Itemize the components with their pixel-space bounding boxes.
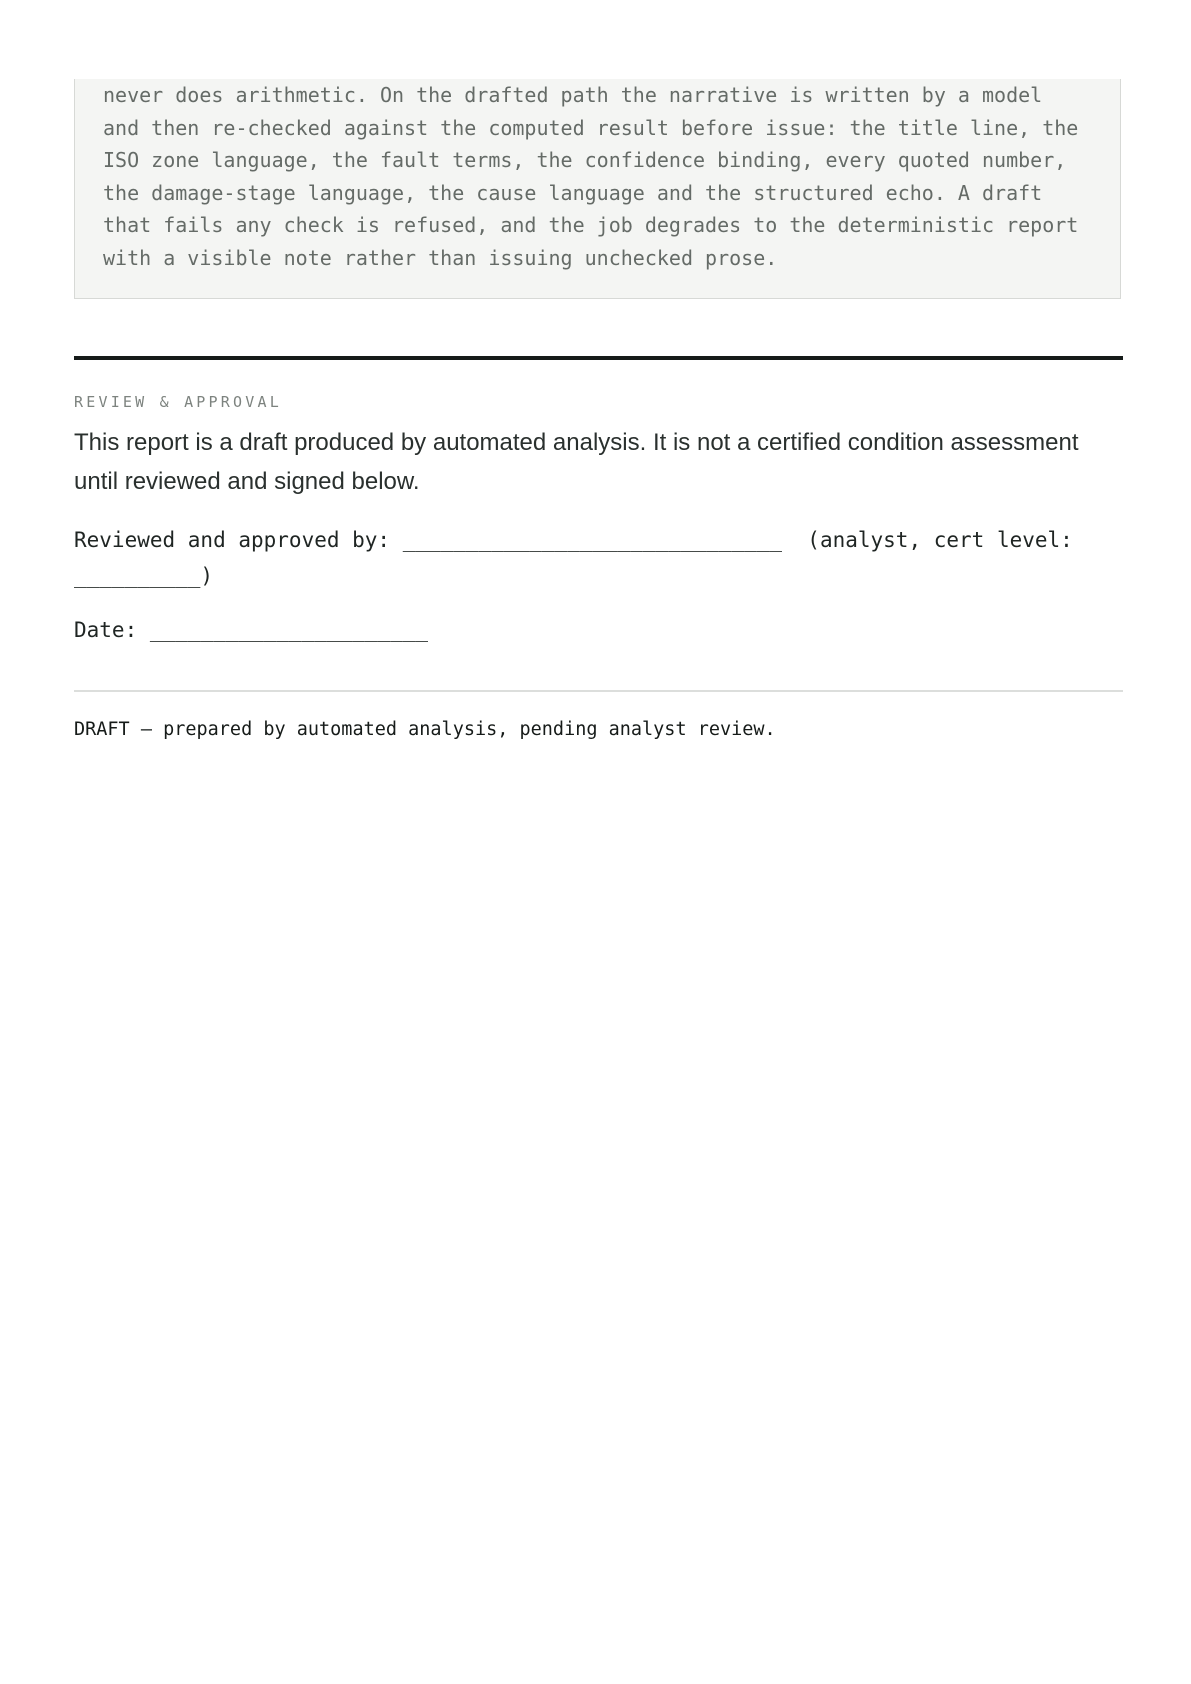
method-note-line: the damage-stage language, the cause language and the structured echo. A draft (103, 180, 1043, 205)
method-note-text (103, 79, 1103, 275)
method-note-line: ISO zone language, the fault terms, the confidence binding, every quoted number, (103, 148, 1067, 173)
section-divider (74, 356, 1123, 360)
review-approval-heading: REVIEW & APPROVAL (74, 393, 282, 411)
method-note-line: that fails any check is refused, and the job degrades to the deterministic report (103, 213, 1079, 238)
method-note-line: never does arithmetic. On the drafted path the narrative is written by a model (103, 83, 1043, 107)
method-note-box (74, 79, 1121, 299)
draft-footer-note: DRAFT — prepared by automated analysis, pending analyst review. (74, 719, 776, 740)
footer-divider (74, 690, 1123, 692)
method-note-line: with a visible note rather than issuing unchecked prose. (103, 245, 778, 270)
date-signature-line[interactable]: Date: ______________________ (74, 618, 429, 642)
method-note-line: and then re-checked against the computed result before issue: the title line, the (103, 115, 1079, 140)
approved-by-signature-line[interactable]: Reviewed and approved by: ______________________________ (analyst, cert level: __________) (74, 528, 1073, 588)
review-intro-text: This report is a draft produced by automated analysis. It is not a certified condition assessment until reviewed and signed below. (74, 429, 1079, 495)
